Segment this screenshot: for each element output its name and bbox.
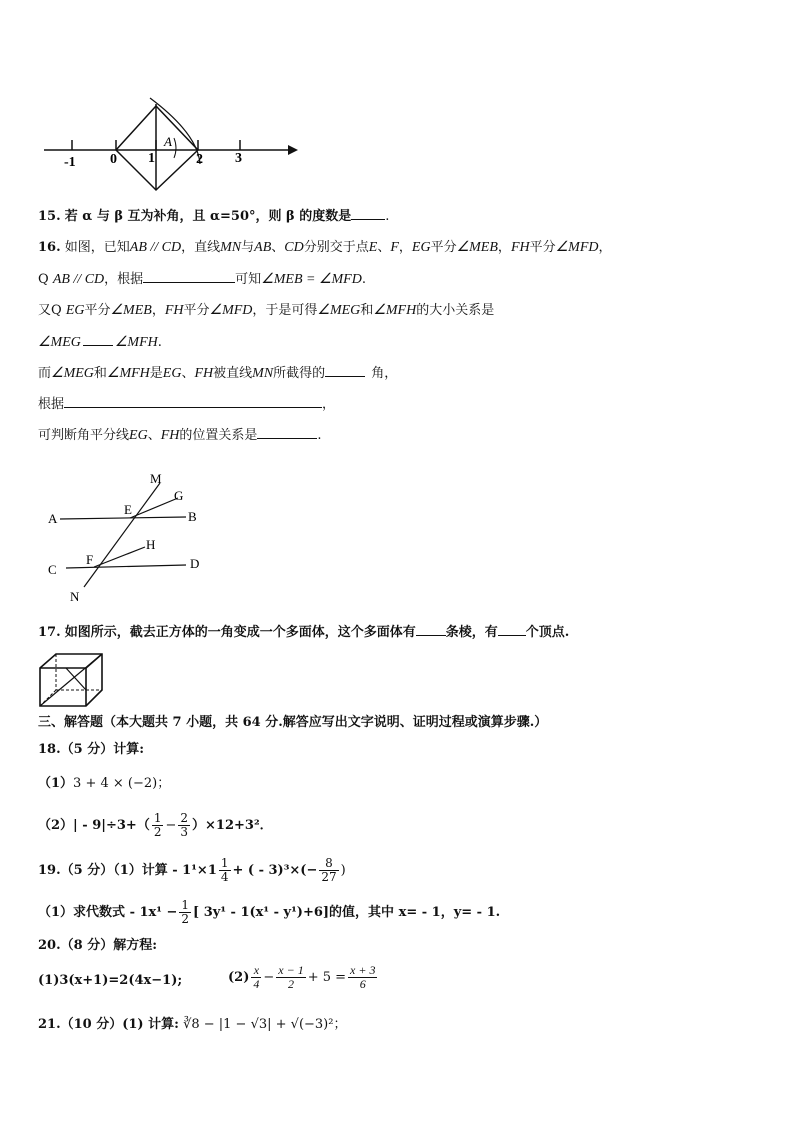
part-label: (2) [228,970,250,985]
denominator: 2 [181,912,190,926]
text: 平分 [430,240,457,255]
math: E [368,240,378,255]
math: ∠MEG [38,335,81,350]
tick-label: 3 [235,151,242,166]
numerator: x − 1 [278,963,304,977]
question-number: 16. [38,240,61,255]
denominator: 3 [180,825,189,839]
text: ， [151,303,165,318]
text: 平分 [529,240,556,255]
question-21 [38,1016,346,1034]
math: EG [65,303,85,318]
text: ，于是可得 [252,303,318,318]
math: EG [162,366,182,381]
point-label-G: G [174,488,184,503]
math: EG [411,240,431,255]
text: 又Q [38,303,62,318]
question-16-line-4 [38,333,162,352]
text: 和 [360,303,374,318]
question-20-head: 20.（8 分）解方程: [38,938,157,953]
text: 所截得的 [273,366,326,381]
math: FH [160,428,180,443]
math: ∠MFD [555,240,599,255]
question-text: . [385,209,390,224]
answer-blank [257,426,317,439]
text: 角， [371,366,398,381]
point-label-C: C [48,562,57,577]
text: 可知 [235,272,262,287]
question-16-line-3 [38,302,494,320]
question-text: 个顶点. [525,625,570,640]
tick-label: 2 [196,152,203,167]
question-19-part-1 [38,857,346,884]
tick-label: 1 [148,151,155,166]
text: 、 [147,428,161,443]
math: ∠MEB = ∠MFD [261,272,362,287]
point-label-D: D [190,556,200,571]
math: | - 9|÷3+（ [73,818,150,833]
question-text: 条棱，有 [445,625,498,640]
question-head: 21.（10 分）(1) 计算: [38,1017,179,1032]
point-label-A: A [48,511,58,526]
math: AB // CD [129,240,182,255]
denominator: 4 [253,977,260,991]
text: 与 [241,240,255,255]
numerator: x + 3 [350,963,376,977]
point-label-H: H [146,537,156,552]
text: ， [497,240,511,255]
section-title: 三、解答题（本大题共 7 小题，共 64 分.解答应写出文字说明、证明过程或演算步骤.） [38,715,548,730]
math: ∛8 − |1 − √3| + √(−3)²； [183,1017,347,1032]
tick-label: 0 [110,152,117,167]
answer-blank [83,333,113,346]
math: FH [194,366,214,381]
math: F [390,240,399,255]
denominator: 4 [220,870,229,884]
question-20-eq-2 [228,964,379,991]
denominator: 6 [359,977,366,991]
text: ， [598,240,612,255]
number-line-figure [38,94,308,194]
question-17 [38,623,569,642]
math: − [165,818,177,833]
denominator: 27 [321,870,337,884]
text: 、 [181,366,195,381]
question-20-eq-1: (1)3(x+1)=2(4x−1); [38,973,183,988]
question-18-head: 18.（5 分）计算: [38,742,144,757]
point-label-M: M [150,471,162,486]
answer-blank [325,364,365,377]
math: 3 + 4 × (−2)； [73,776,171,791]
question-16-line-2 [38,270,366,289]
math: CD [284,240,304,255]
math: ∠MFH [373,303,417,318]
question-18-part-2 [38,812,273,839]
text: 是 [149,366,163,381]
denominator: 2 [153,825,162,839]
answer-blank [143,270,235,283]
question-16-line-1 [38,239,612,257]
text: ， [398,240,412,255]
text: 根据 [38,397,65,412]
point-label-E: E [124,502,132,517]
question-number: 15. [38,209,61,224]
numerator: 1 [181,898,190,912]
parallel-lines-figure [40,470,220,605]
fraction [178,812,190,839]
text: 而 [38,366,52,381]
numerator: 1 [220,856,229,870]
question-16-line-5 [38,364,397,383]
fraction [219,857,231,884]
math: ∠MEB [110,303,152,318]
math: ) [340,863,346,878]
answer-blank [416,623,446,636]
text: 、 [271,240,285,255]
text: ，直线 [181,240,221,255]
answer-blank [351,207,385,220]
answer-blank [64,395,322,408]
math: EG [129,428,148,443]
math: MN [220,240,242,255]
text: 如图，已知 [64,240,130,255]
text: . [317,428,322,443]
math: + 5 = [307,970,347,985]
text: 分别交于点 [303,240,369,255]
tick-label: -1 [64,155,76,170]
text: ，根据 [104,272,144,287]
point-label-B: B [188,509,197,524]
text: . [361,272,366,287]
math: 19.（5 分）（1）计算 - 1¹×1 [38,863,217,878]
fraction [152,812,164,839]
answer-blank [498,623,526,636]
question-16-line-6 [38,395,335,414]
math: ∠MEB [456,240,498,255]
question-text: 若 α 与 β 互为补角，且 α=50°，则 β 的度数是 [64,209,352,224]
text: 可判断角平分线 [38,428,130,443]
text: 的大小关系是 [416,303,495,318]
math: ∠MEG [317,303,361,318]
math: FH [164,303,184,318]
point-label: A [164,134,172,149]
fraction [276,964,305,991]
question-19-part-2 [38,899,500,926]
math: MN [252,366,274,381]
text: 平分 [183,303,210,318]
numerator: 8 [319,857,338,871]
point-label-F: F [86,552,94,567]
denominator: 2 [287,977,294,991]
truncated-cube-figure [38,652,108,708]
math: ∠MFH [114,335,158,350]
question-16-line-7 [38,426,322,445]
text: ， [322,397,336,412]
math: ∠MFH [106,366,150,381]
part-label: （2） [38,818,74,833]
numerator: 2 [180,811,189,825]
fraction [179,899,191,926]
part-label: （1） [38,776,74,791]
math: FH [510,240,530,255]
text: 被直线 [213,366,253,381]
math: ）×12+3²． [192,818,273,833]
math: [ 3y¹ - 1(x¹ - y¹)+6]的值，其中 x= - 1，y= - 1. [193,905,501,920]
numerator: x [251,964,261,978]
question-number: 17. [38,625,61,640]
math: + ( - 3)³×(− [232,863,318,878]
math: （1）求代数式 - 1x¹ − [38,905,178,920]
question-15 [38,207,389,226]
question-text: 如图所示，截去正方体的一角变成一个多面体，这个多面体有 [64,625,416,640]
text: 的位置关系是 [179,428,258,443]
text: 、 [377,240,391,255]
fraction [348,964,377,991]
point-label-N: N [70,589,80,604]
numerator: 1 [153,811,162,825]
text: 平分 [84,303,111,318]
math: − [263,970,275,985]
math: ∠MEG [51,366,94,381]
question-18-part-1 [38,775,170,793]
math: AB // CD [52,272,105,287]
fraction [319,857,338,884]
text: . [157,335,162,350]
fraction [251,964,261,991]
math: AB [254,240,272,255]
text: 和 [93,366,107,381]
math: ∠MFD [209,303,253,318]
text: Q [38,272,49,287]
